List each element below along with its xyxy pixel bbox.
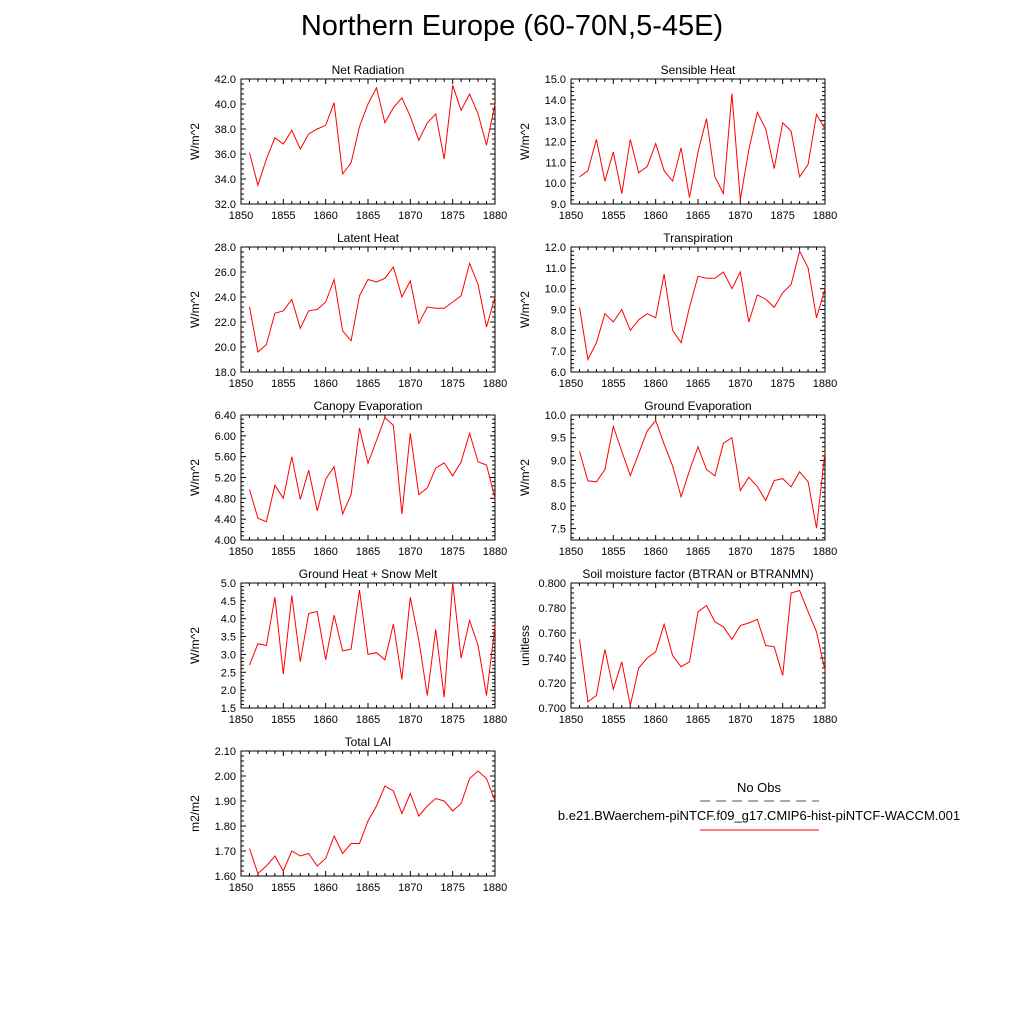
x-tick-label: 1880 bbox=[482, 378, 508, 390]
y-axis-label: m2/m2 bbox=[188, 795, 202, 832]
y-tick-label: 0.700 bbox=[538, 703, 566, 715]
panel-title: Total LAI bbox=[344, 735, 392, 749]
panel-ground-heat-snow-melt bbox=[188, 567, 507, 726]
x-tick-label: 1870 bbox=[728, 378, 753, 390]
x-tick-label: 1880 bbox=[482, 546, 508, 558]
x-tick-label: 1860 bbox=[643, 714, 668, 726]
plot-frame bbox=[241, 247, 495, 372]
plot-frame bbox=[241, 415, 495, 540]
x-tick-label: 1855 bbox=[271, 714, 296, 726]
x-tick-label: 1880 bbox=[812, 210, 838, 222]
x-tick-label: 1865 bbox=[685, 210, 711, 222]
panel-net-radiation bbox=[188, 63, 507, 222]
x-tick-label: 1855 bbox=[601, 546, 626, 558]
x-tick-label: 1865 bbox=[355, 210, 381, 222]
x-tick-label: 1850 bbox=[228, 882, 254, 894]
y-tick-label: 42.0 bbox=[214, 74, 236, 86]
x-tick-label: 1855 bbox=[271, 546, 296, 558]
legend-obs-label: No Obs bbox=[736, 780, 782, 795]
x-tick-label: 1875 bbox=[770, 546, 795, 558]
y-tick-label: 6.40 bbox=[214, 410, 236, 422]
series-line-model bbox=[580, 251, 826, 359]
x-tick-label: 1870 bbox=[398, 882, 423, 894]
x-tick-label: 1855 bbox=[601, 378, 626, 390]
x-tick-label: 1865 bbox=[355, 378, 381, 390]
y-tick-label: 26.0 bbox=[214, 267, 236, 279]
y-tick-label: 8.0 bbox=[550, 325, 566, 338]
x-tick-label: 1850 bbox=[558, 210, 584, 222]
y-tick-label: 12.0 bbox=[544, 242, 566, 254]
x-tick-label: 1875 bbox=[770, 714, 795, 726]
main-title: Northern Europe (60-70N,5-45E) bbox=[300, 10, 724, 42]
y-axis-label: W/m^2 bbox=[518, 123, 532, 160]
plot-frame bbox=[571, 247, 825, 372]
x-tick-label: 1870 bbox=[728, 546, 753, 558]
panel-title: Ground Evaporation bbox=[644, 399, 752, 413]
x-tick-label: 1850 bbox=[228, 714, 254, 726]
x-tick-label: 1870 bbox=[398, 546, 423, 558]
series-line-model bbox=[250, 583, 496, 697]
panel-title: Soil moisture factor (BTRAN or BTRANMN) bbox=[582, 567, 814, 581]
x-tick-label: 1850 bbox=[228, 546, 254, 558]
y-tick-label: 4.00 bbox=[214, 535, 236, 547]
y-tick-label: 4.5 bbox=[220, 595, 236, 608]
x-tick-label: 1865 bbox=[355, 546, 381, 558]
panel-title: Net Radiation bbox=[331, 63, 405, 77]
series-line-model bbox=[250, 85, 496, 185]
x-tick-label: 1855 bbox=[271, 882, 296, 894]
legend bbox=[558, 780, 960, 830]
x-tick-label: 1860 bbox=[313, 210, 338, 222]
x-tick-label: 1860 bbox=[313, 378, 338, 390]
y-tick-label: 0.760 bbox=[538, 628, 566, 640]
y-axis-label: W/m^2 bbox=[518, 459, 532, 496]
y-tick-label: 28.0 bbox=[214, 242, 236, 254]
y-tick-label: 2.0 bbox=[220, 685, 236, 698]
y-tick-label: 38.0 bbox=[214, 124, 236, 136]
plot-frame bbox=[241, 751, 495, 876]
y-tick-label: 0.740 bbox=[538, 653, 566, 665]
x-tick-label: 1880 bbox=[812, 378, 838, 390]
x-tick-label: 1875 bbox=[440, 882, 465, 894]
x-tick-label: 1850 bbox=[228, 378, 254, 390]
x-tick-label: 1860 bbox=[313, 882, 338, 894]
y-tick-label: 5.20 bbox=[214, 472, 236, 485]
y-tick-label: 1.60 bbox=[214, 871, 236, 883]
x-tick-label: 1875 bbox=[440, 714, 465, 726]
series-line-model bbox=[580, 591, 826, 706]
y-tick-label: 9.5 bbox=[550, 432, 566, 445]
y-tick-label: 14.0 bbox=[544, 94, 566, 107]
y-tick-label: 7.5 bbox=[550, 523, 566, 536]
panel-title: Ground Heat + Snow Melt bbox=[298, 567, 438, 581]
y-tick-label: 36.0 bbox=[214, 149, 236, 161]
panel-sensible-heat bbox=[518, 63, 837, 222]
y-tick-label: 34.0 bbox=[214, 174, 236, 186]
y-tick-label: 4.40 bbox=[214, 514, 236, 527]
x-tick-label: 1875 bbox=[440, 546, 465, 558]
y-tick-label: 6.00 bbox=[214, 430, 236, 443]
y-tick-label: 24.0 bbox=[214, 292, 236, 304]
y-tick-label: 0.800 bbox=[538, 578, 566, 590]
x-tick-label: 1865 bbox=[355, 714, 381, 726]
x-tick-label: 1875 bbox=[440, 210, 465, 222]
panel-latent-heat bbox=[188, 231, 507, 390]
x-tick-label: 1855 bbox=[601, 714, 626, 726]
y-tick-label: 11.0 bbox=[545, 157, 566, 170]
y-tick-label: 3.0 bbox=[220, 649, 236, 662]
x-tick-label: 1880 bbox=[482, 714, 508, 726]
y-tick-label: 12.0 bbox=[544, 136, 566, 149]
x-tick-label: 1860 bbox=[643, 546, 668, 558]
series-line-model bbox=[250, 418, 496, 522]
x-tick-label: 1855 bbox=[271, 378, 296, 390]
y-tick-label: 8.0 bbox=[550, 500, 566, 513]
x-tick-label: 1870 bbox=[398, 210, 423, 222]
y-axis-label: W/m^2 bbox=[188, 123, 202, 160]
x-tick-label: 1850 bbox=[228, 210, 254, 222]
panel-title: Latent Heat bbox=[336, 231, 400, 245]
y-tick-label: 20.0 bbox=[214, 342, 236, 354]
y-tick-label: 10.0 bbox=[544, 410, 566, 422]
y-tick-label: 40.0 bbox=[214, 99, 236, 111]
x-tick-label: 1850 bbox=[558, 714, 584, 726]
y-tick-label: 1.90 bbox=[214, 796, 236, 808]
x-tick-label: 1855 bbox=[271, 210, 296, 222]
y-tick-label: 13.0 bbox=[544, 115, 566, 128]
y-tick-label: 10.0 bbox=[544, 178, 566, 191]
y-tick-label: 2.00 bbox=[214, 771, 236, 783]
x-tick-label: 1865 bbox=[685, 546, 711, 558]
x-tick-label: 1875 bbox=[770, 378, 795, 390]
legend-model-label: b.e21.BWaerchem-piNTCF.f09_g17.CMIP6-hist-piNTCF-WACCM.001 bbox=[557, 808, 961, 823]
y-tick-label: 0.720 bbox=[538, 678, 566, 690]
y-tick-label: 8.5 bbox=[550, 478, 566, 491]
x-tick-label: 1860 bbox=[313, 546, 338, 558]
plot-frame bbox=[571, 79, 825, 204]
panel-ground-evaporation bbox=[518, 399, 837, 558]
x-tick-label: 1865 bbox=[685, 378, 711, 390]
panel-canopy-evaporation bbox=[188, 399, 507, 558]
panel-total-lai bbox=[188, 735, 507, 894]
y-tick-label: 4.80 bbox=[214, 493, 236, 506]
x-tick-label: 1870 bbox=[728, 714, 753, 726]
y-tick-label: 1.80 bbox=[214, 821, 236, 833]
panel-transpiration bbox=[518, 231, 837, 390]
x-tick-label: 1865 bbox=[685, 714, 711, 726]
plot-frame bbox=[241, 583, 495, 708]
panel-title: Canopy Evaporation bbox=[313, 399, 423, 413]
y-tick-label: 10.0 bbox=[544, 283, 566, 296]
y-tick-label: 11.0 bbox=[545, 262, 566, 275]
y-tick-label: 9.0 bbox=[550, 455, 566, 468]
y-tick-label: 2.5 bbox=[220, 667, 236, 680]
y-axis-label: W/m^2 bbox=[518, 291, 532, 328]
y-tick-label: 1.70 bbox=[214, 846, 236, 858]
x-tick-label: 1855 bbox=[601, 210, 626, 222]
y-axis-label: W/m^2 bbox=[188, 291, 202, 328]
y-tick-label: 1.5 bbox=[220, 703, 236, 715]
series-line-model bbox=[250, 771, 496, 874]
x-tick-label: 1860 bbox=[643, 378, 668, 390]
x-tick-label: 1850 bbox=[558, 546, 584, 558]
panel-title: Transpiration bbox=[663, 231, 733, 245]
series-line-model bbox=[250, 263, 496, 352]
panel-title: Sensible Heat bbox=[660, 63, 736, 77]
y-tick-label: 2.10 bbox=[214, 746, 236, 758]
y-tick-label: 6.0 bbox=[550, 367, 566, 379]
y-tick-label: 5.0 bbox=[220, 578, 236, 590]
x-tick-label: 1875 bbox=[440, 378, 465, 390]
panel-soil-moisture-factor-btran-or-btranmn bbox=[518, 567, 837, 726]
y-tick-label: 9.0 bbox=[550, 199, 566, 211]
x-tick-label: 1880 bbox=[812, 714, 838, 726]
x-tick-label: 1875 bbox=[770, 210, 795, 222]
y-axis-label: W/m^2 bbox=[188, 627, 202, 664]
x-tick-label: 1860 bbox=[643, 210, 668, 222]
y-tick-label: 4.0 bbox=[220, 613, 236, 626]
plot-frame bbox=[571, 415, 825, 540]
x-tick-label: 1860 bbox=[313, 714, 338, 726]
y-tick-label: 7.0 bbox=[550, 346, 566, 359]
x-tick-label: 1865 bbox=[355, 882, 381, 894]
y-tick-label: 15.0 bbox=[544, 74, 566, 86]
y-tick-label: 5.60 bbox=[214, 451, 236, 464]
y-tick-label: 0.780 bbox=[538, 603, 566, 615]
y-tick-label: 18.0 bbox=[214, 367, 236, 379]
y-tick-label: 9.0 bbox=[550, 304, 566, 317]
x-tick-label: 1880 bbox=[482, 210, 508, 222]
x-tick-label: 1870 bbox=[728, 210, 753, 222]
series-line-model bbox=[580, 421, 826, 529]
plot-frame bbox=[571, 583, 825, 708]
x-tick-label: 1850 bbox=[558, 378, 584, 390]
x-tick-label: 1880 bbox=[812, 546, 838, 558]
x-tick-label: 1870 bbox=[398, 714, 423, 726]
x-tick-label: 1880 bbox=[482, 882, 508, 894]
y-tick-label: 32.0 bbox=[214, 199, 236, 211]
y-axis-label: unitless bbox=[518, 625, 532, 666]
y-tick-label: 3.5 bbox=[220, 631, 236, 644]
y-axis-label: W/m^2 bbox=[188, 459, 202, 496]
y-tick-label: 22.0 bbox=[214, 317, 236, 329]
series-line-model bbox=[580, 94, 826, 200]
x-tick-label: 1870 bbox=[398, 378, 423, 390]
